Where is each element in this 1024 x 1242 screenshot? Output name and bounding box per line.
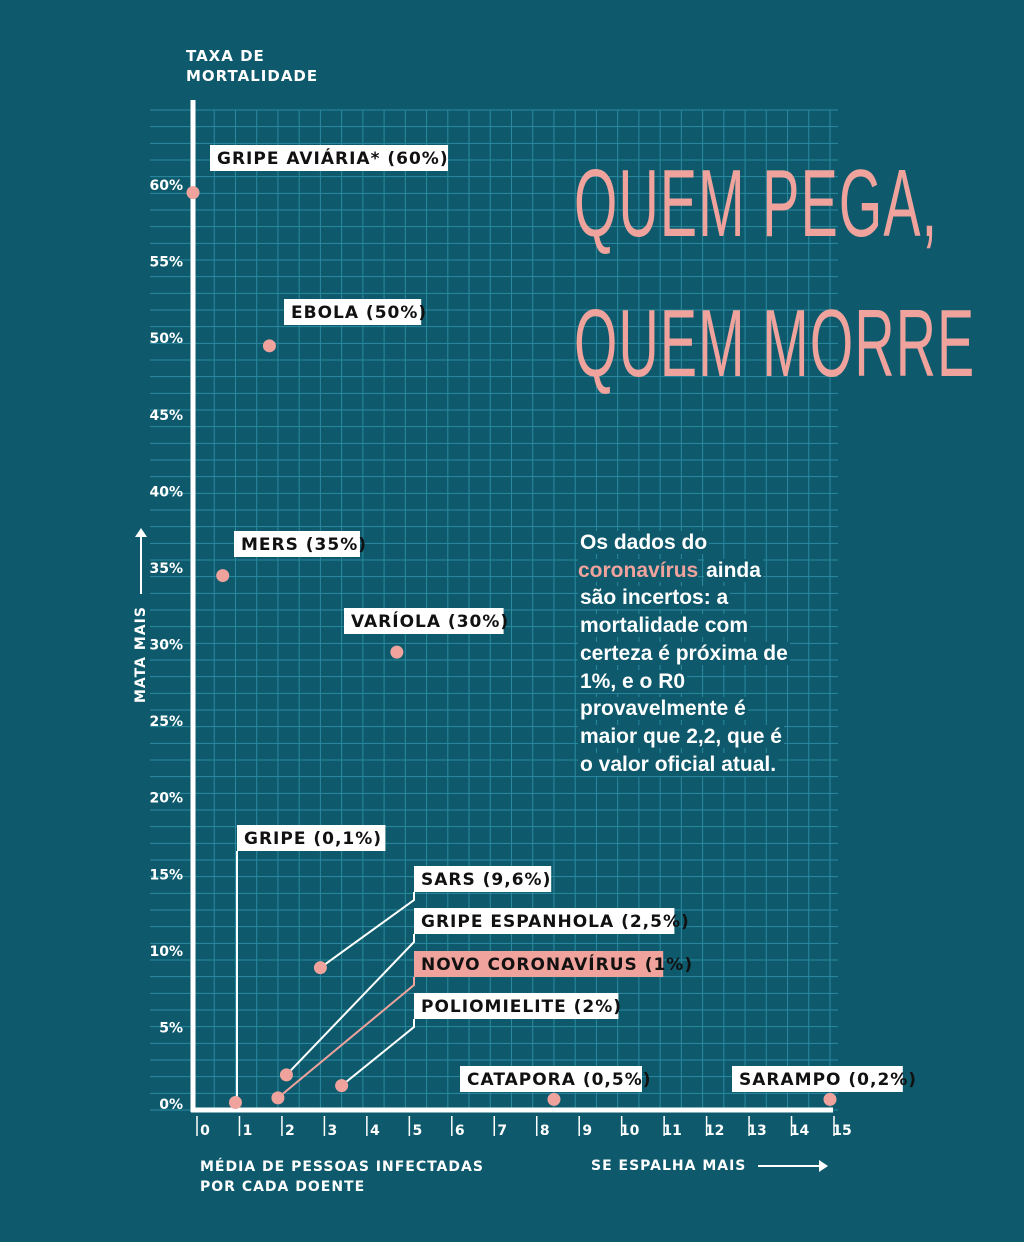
point-label: SARS (9,6%) [421,870,552,890]
x-tick-label: 10 [619,1123,640,1139]
y-tick-label: 10% [149,943,183,960]
headline-line-2: QUEM MORRE [574,290,976,397]
x-tick-label: 12 [704,1123,725,1139]
data-point [280,1068,293,1081]
data-point [216,569,229,582]
data-point [390,646,403,659]
arrow-right-icon [758,1165,826,1167]
headline [574,134,975,414]
x-tick-label: 2 [285,1123,295,1139]
info-note [578,529,788,778]
y-tick-label: 5% [159,1020,183,1037]
leader-line [278,977,414,1098]
leader-line [286,934,414,1075]
y-tick-label: 40% [149,484,183,501]
y-tick-label: 45% [149,407,183,424]
point-label: GRIPE (0,1%) [244,829,383,849]
data-point [314,961,327,974]
data-point [824,1093,837,1106]
y-tick-label: 25% [149,714,183,731]
x-tick-label: 1 [242,1123,253,1139]
data-point [335,1079,348,1092]
x-axis-title: MÉDIA DE PESSOAS INFECTADAS POR CADA DOENTE [200,1159,484,1195]
note-highlight: coronavírus [578,558,699,582]
x-tick-label: 11 [662,1123,682,1139]
arrow-right-icon [140,530,142,594]
x-tick-label: 14 [789,1123,810,1139]
x-tick-label: 4 [369,1123,380,1139]
x-tick-label: 15 [832,1123,852,1139]
note-text-1: Os dados do [580,531,708,554]
data-point [263,339,276,352]
x-direction-hint [591,1158,826,1174]
x-tick-label: 13 [747,1123,767,1139]
y-direction-hint [133,513,149,703]
point-label: NOVO CORONAVÍRUS (1%) [421,955,694,975]
y-hint-label: MATA MAIS [133,606,149,703]
y-tick-label: 60% [149,178,183,194]
headline-line-1: QUEM PEGA, [574,150,939,257]
point-label: GRIPE AVIÁRIA* (60%) [217,149,449,169]
x-tick-label: 8 [539,1123,550,1139]
data-point [547,1093,560,1106]
y-tick-label: 15% [149,867,183,884]
x-tick-label: 0 [200,1123,210,1139]
y-tick-label: 50% [149,331,183,348]
y-tick-label: 0% [159,1097,183,1113]
data-point [187,186,200,199]
point-label: POLIOMIELITE (2%) [421,997,623,1017]
x-hint-label: SE ESPALHA MAIS [591,1158,747,1174]
x-tick-label: 5 [412,1123,423,1139]
point-label: CATAPORA (0,5%) [467,1070,652,1090]
leader-line [342,1019,414,1086]
y-axis-title: TAXA DE MORTALIDADE [186,47,319,85]
data-point [229,1096,242,1109]
point-label: MERS (35%) [241,535,368,555]
x-tick-label: 3 [327,1123,338,1139]
y-tick-label: 20% [149,790,183,807]
note-text-2: ainda são incertos: a mortalidade com certeza é próxima de 1%, e o R0 provavelmente é maior que 2,2, que é o valor oficial atual. [580,558,788,776]
point-label: GRIPE ESPANHOLA (2,5%) [421,912,690,932]
point-label: EBOLA (50%) [291,303,428,323]
point-label: SARAMPO (0,2%) [739,1070,918,1090]
x-tick-label: 9 [582,1123,593,1139]
y-tick-label: 55% [149,254,183,271]
data-point [271,1091,284,1104]
x-tick-label: 6 [454,1123,465,1139]
x-tick-label: 7 [497,1123,508,1139]
point-label: VARÍOLA (30%) [351,612,510,632]
y-tick-label: 30% [149,637,183,654]
y-tick-label: 35% [149,560,183,577]
